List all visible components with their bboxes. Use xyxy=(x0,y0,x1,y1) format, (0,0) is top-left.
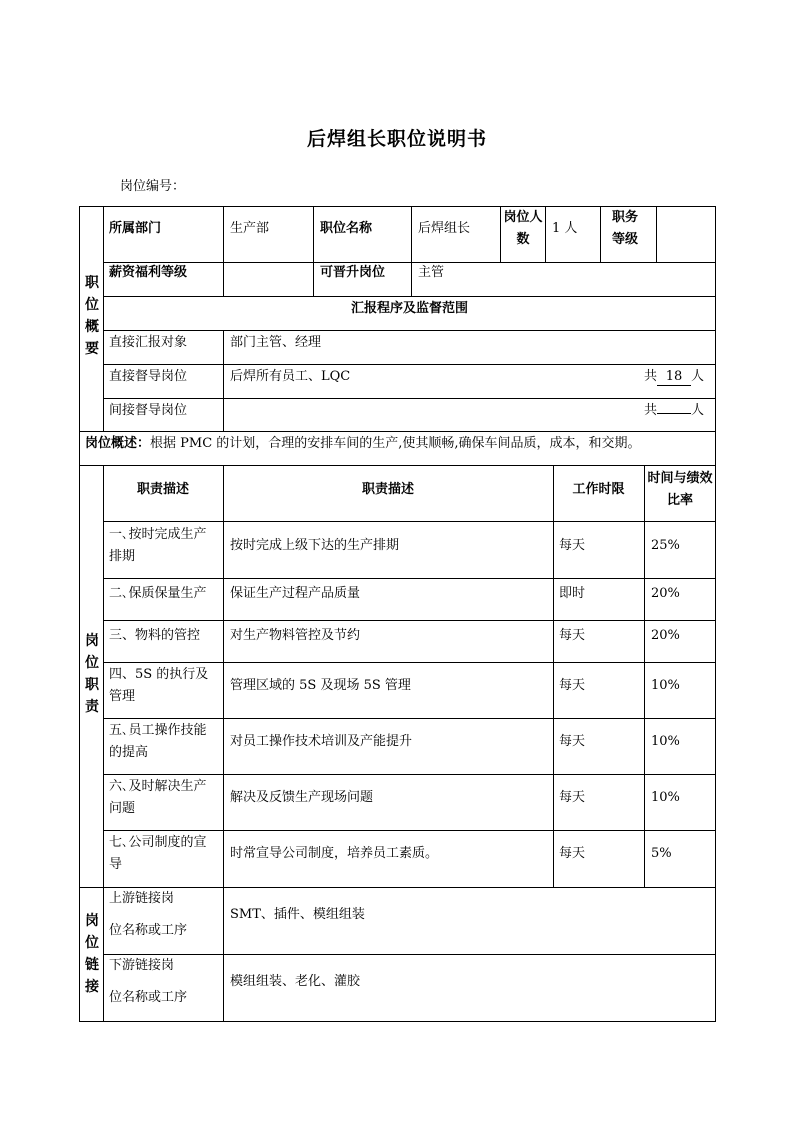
links-section-label: 岗位链接 xyxy=(85,913,99,995)
table-rule xyxy=(644,465,645,887)
performance-ratio-header: 时间与绩效比率 xyxy=(647,471,713,508)
upstream-value: SMT、插件、模组组装 xyxy=(230,907,365,922)
duty-time-limit: 即时 xyxy=(559,586,586,601)
job-summary-text: 根据 PMC 的计划，合理的安排车间的生产,使其顺畅,确保车间品质，成本，和交期。 xyxy=(150,436,641,451)
duty-description: 保证生产过程产品质量 xyxy=(230,586,361,601)
indirect-supervise-count xyxy=(657,413,691,414)
table-rule xyxy=(223,206,224,296)
table-rule xyxy=(600,206,601,262)
position-name-label: 职位名称 xyxy=(320,221,373,236)
direct-report-value: 部门主管、经理 xyxy=(230,335,322,350)
direct-supervise-label: 直接督导岗位 xyxy=(109,369,188,384)
table-rule xyxy=(103,398,716,399)
downstream-label-line2: 位名称或工序 xyxy=(109,990,188,1005)
direct-supervise-total xyxy=(644,366,704,388)
table-rule xyxy=(103,662,716,663)
duty-description: 对生产物料管控及节约 xyxy=(230,628,361,643)
duty-name: 七､公司制度的宣导 xyxy=(109,835,207,872)
dept-label: 所属部门 xyxy=(109,221,162,236)
job-summary xyxy=(85,433,641,455)
indirect-supervise-label: 间接督导岗位 xyxy=(109,403,188,418)
downstream-value: 模组组装、老化、灌胶 xyxy=(230,974,361,989)
duty-time-limit: 每天 xyxy=(559,678,586,693)
document-title: 后焊组长职位说明书 xyxy=(306,128,487,150)
direct-report-label: 直接汇报对象 xyxy=(109,335,188,350)
duty-name: 六､及时解决生产问题 xyxy=(109,779,207,816)
duty-name: 三、物料的管控 xyxy=(109,628,201,643)
table-rule xyxy=(313,206,314,296)
promotion-value: 主管 xyxy=(418,265,445,280)
duty-name: 二､保质保量生产 xyxy=(109,586,207,601)
duty-time-limit: 每天 xyxy=(559,628,586,643)
table-rule xyxy=(103,465,104,1022)
table-rule xyxy=(103,296,716,297)
duties-section-label: 岗位职责 xyxy=(85,633,99,715)
salary-grade-label: 薪资福利等级 xyxy=(109,265,188,280)
dept-value: 生产部 xyxy=(230,221,270,236)
upstream-label-line1: 上游链接岗 xyxy=(109,891,175,906)
duty-ratio: 10% xyxy=(651,734,680,749)
table-rule xyxy=(79,465,716,466)
position-code-label: 岗位编号： xyxy=(120,179,186,194)
direct-supervise-count: 18 xyxy=(657,369,691,386)
table-rule xyxy=(545,206,546,262)
job-summary-label: 岗位概述： xyxy=(85,436,151,451)
total-prefix: 共 xyxy=(644,403,658,418)
table-rule xyxy=(103,262,716,263)
table-rule xyxy=(103,954,716,955)
upstream-label-line2: 位名称或工序 xyxy=(109,923,188,938)
table-rule xyxy=(79,887,716,888)
grade-label: 职务等级 xyxy=(612,210,639,247)
total-suffix: 人 xyxy=(691,403,705,418)
duty-time-limit: 每天 xyxy=(559,846,586,861)
direct-supervise-value: 后焊所有员工、LQC xyxy=(230,369,351,384)
duty-description: 管理区域的 5S 及现场 5S 管理 xyxy=(230,678,411,693)
overview-section-label: 职位概要 xyxy=(85,275,99,357)
table-rule xyxy=(103,364,716,365)
headcount-label: 岗位人数 xyxy=(503,210,543,247)
duty-ratio: 5% xyxy=(651,846,672,861)
table-rule xyxy=(103,620,716,621)
job-description-table xyxy=(79,206,716,1022)
table-rule xyxy=(103,521,716,522)
duty-ratio: 20% xyxy=(651,586,680,601)
total-suffix: 人 xyxy=(691,369,705,384)
report-scope-header: 汇报程序及监督范围 xyxy=(350,301,468,316)
duty-ratio: 10% xyxy=(651,678,680,693)
table-rule xyxy=(103,774,716,775)
indirect-supervise-total xyxy=(644,400,704,422)
time-limit-header: 工作时限 xyxy=(572,482,625,497)
duty-ratio: 10% xyxy=(651,790,680,805)
table-rule xyxy=(223,330,224,431)
duty-ratio: 20% xyxy=(651,628,680,643)
table-rule xyxy=(103,578,716,579)
table-rule xyxy=(553,465,554,887)
duty-description: 按时完成上级下达的生产排期 xyxy=(230,538,400,553)
table-rule xyxy=(103,330,716,331)
duty-name: 一､按时完成生产排期 xyxy=(109,527,207,564)
promotion-label: 可晋升岗位 xyxy=(320,265,386,280)
duty-name-header: 职责描述 xyxy=(136,482,189,497)
duty-name: 五､员工操作技能的提高 xyxy=(109,723,207,760)
total-prefix: 共 xyxy=(644,369,658,384)
table-rule xyxy=(103,718,716,719)
table-rule xyxy=(223,465,224,1022)
table-rule xyxy=(411,206,412,296)
duty-name: 四、5S 的执行及管理 xyxy=(109,667,209,704)
table-rule xyxy=(79,431,716,432)
headcount-value: 1 人 xyxy=(552,221,578,236)
downstream-label-line1: 下游链接岗 xyxy=(109,958,175,973)
duty-description: 时常宣导公司制度，培养员工素质。 xyxy=(230,846,439,861)
duty-time-limit: 每天 xyxy=(559,538,586,553)
table-rule xyxy=(103,830,716,831)
duty-time-limit: 每天 xyxy=(559,790,586,805)
position-name-value: 后焊组长 xyxy=(418,221,471,236)
duty-description: 解决及反馈生产现场问题 xyxy=(230,790,374,805)
duty-time-limit: 每天 xyxy=(559,734,586,749)
duty-description: 对员工操作技术培训及产能提升 xyxy=(230,734,413,749)
duty-ratio: 25% xyxy=(651,538,680,553)
table-rule xyxy=(656,206,657,262)
duty-desc-header: 职责描述 xyxy=(361,482,414,497)
